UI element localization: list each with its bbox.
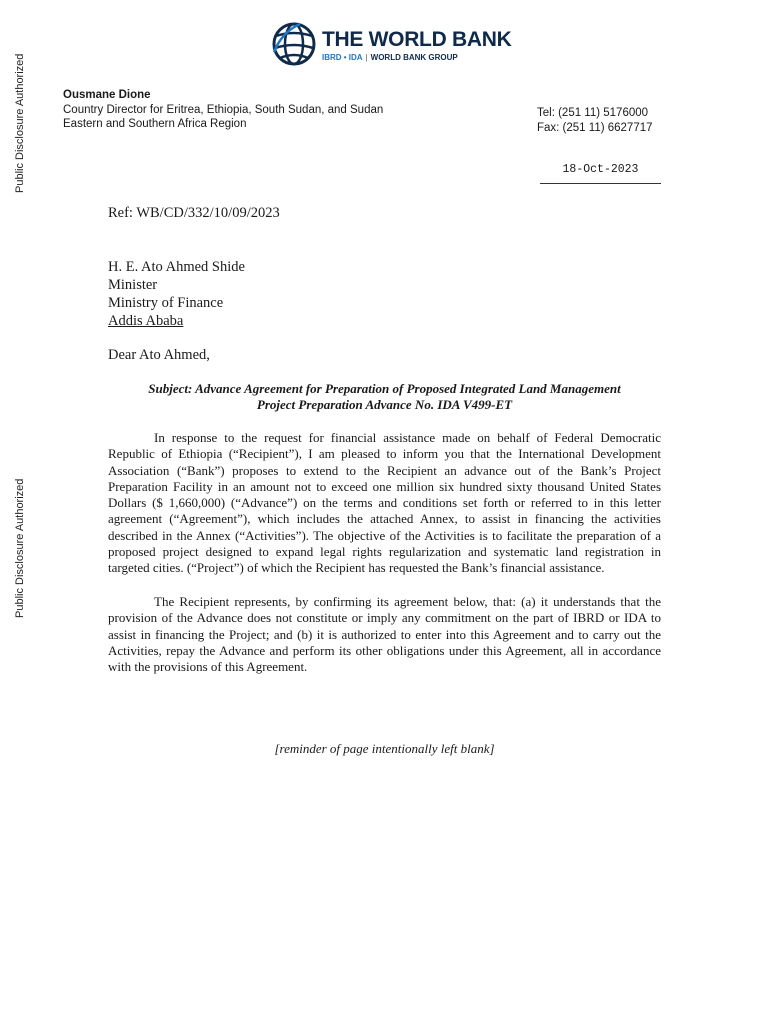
sender-tel: Tel: (251 11) 5176000: [537, 107, 649, 119]
logo-subtitle: [322, 53, 458, 62]
sender-block: [63, 88, 383, 132]
body-paragraph-1: In response to the request for financial assistance made on behalf of Federal Democratic Republic of Ethiopia (“Recipient”), I am pleased to inform you that the International Development Association (“Bank”) proposes to extend to the Recipient an advance out of the Bank’s Project Preparation Facility in an amount not to exceed one million six hundred sixty thousand United States Dollars ($ 1,660,000) (“Advance”) on the terms and conditions set forth or referred to in this letter agreement (“Agreement”), which includes the attached Annex, to assist in financing the activities described in the Annex (“Activities”). The objective of the Activities is to facilitate the preparation of a proposed project designed to expand legal rights regularization and systematic land registration in targeted cities. (“Project”) of which the Recipient has requested the Bank’s financial assistance.: [108, 430, 661, 576]
logo-ibrd-ida: IBRD • IDA: [322, 53, 363, 62]
recipient-org: Ministry of Finance: [108, 295, 224, 311]
sender-name: Ousmane Dione: [63, 89, 151, 101]
recipient-address: [108, 258, 245, 330]
logo-title: THE WORLD BANK: [322, 28, 512, 51]
subject-line-1: Subject: Advance Agreement for Preparation of Proposed Integrated Land Management: [148, 381, 621, 396]
world-bank-logo: [270, 20, 510, 72]
recipient-name: H. E. Ato Ahmed Shide: [108, 259, 245, 275]
subject-line: [108, 381, 661, 413]
letter-date: 18-Oct-2023: [540, 163, 661, 184]
recipient-position: Minister: [108, 277, 158, 293]
sender-region: Eastern and Southern Africa Region: [63, 118, 247, 130]
body-paragraph-2: The Recipient represents, by confirming its agreement below, that: (a) it understands that the provision of the Advance does not constitute or imply any commitment on the part of IBRD or IDA to assist in financing the Project; and (b) it is authorized to enter into this Agreement and to carry out the Activities, repay the Advance and perform its other obligations under this Agreement, all in accordance with the provisions of this Agreement.: [108, 594, 661, 675]
disclosure-label-top: Public Disclosure Authorized: [14, 53, 26, 193]
sender-fax: Fax: (251 11) 6627717: [537, 121, 653, 134]
reference-number: Ref: WB/CD/332/10/09/2023: [108, 205, 280, 221]
globe-icon: [270, 20, 318, 68]
logo-group: WORLD BANK GROUP: [370, 53, 458, 62]
contact-block: [537, 106, 653, 135]
logo-separator: |: [365, 53, 368, 62]
disclosure-label-middle: Public Disclosure Authorized: [14, 478, 26, 618]
sender-title: Country Director for Eritrea, Ethiopia, South Sudan, and Sudan: [63, 103, 384, 116]
salutation: Dear Ato Ahmed,: [108, 347, 210, 363]
blank-page-note: [reminder of page intentionally left blank]: [274, 741, 495, 756]
subject-line-2: Project Preparation Advance No. IDA V499-ET: [256, 397, 513, 412]
recipient-city: Addis Ababa: [108, 313, 184, 329]
